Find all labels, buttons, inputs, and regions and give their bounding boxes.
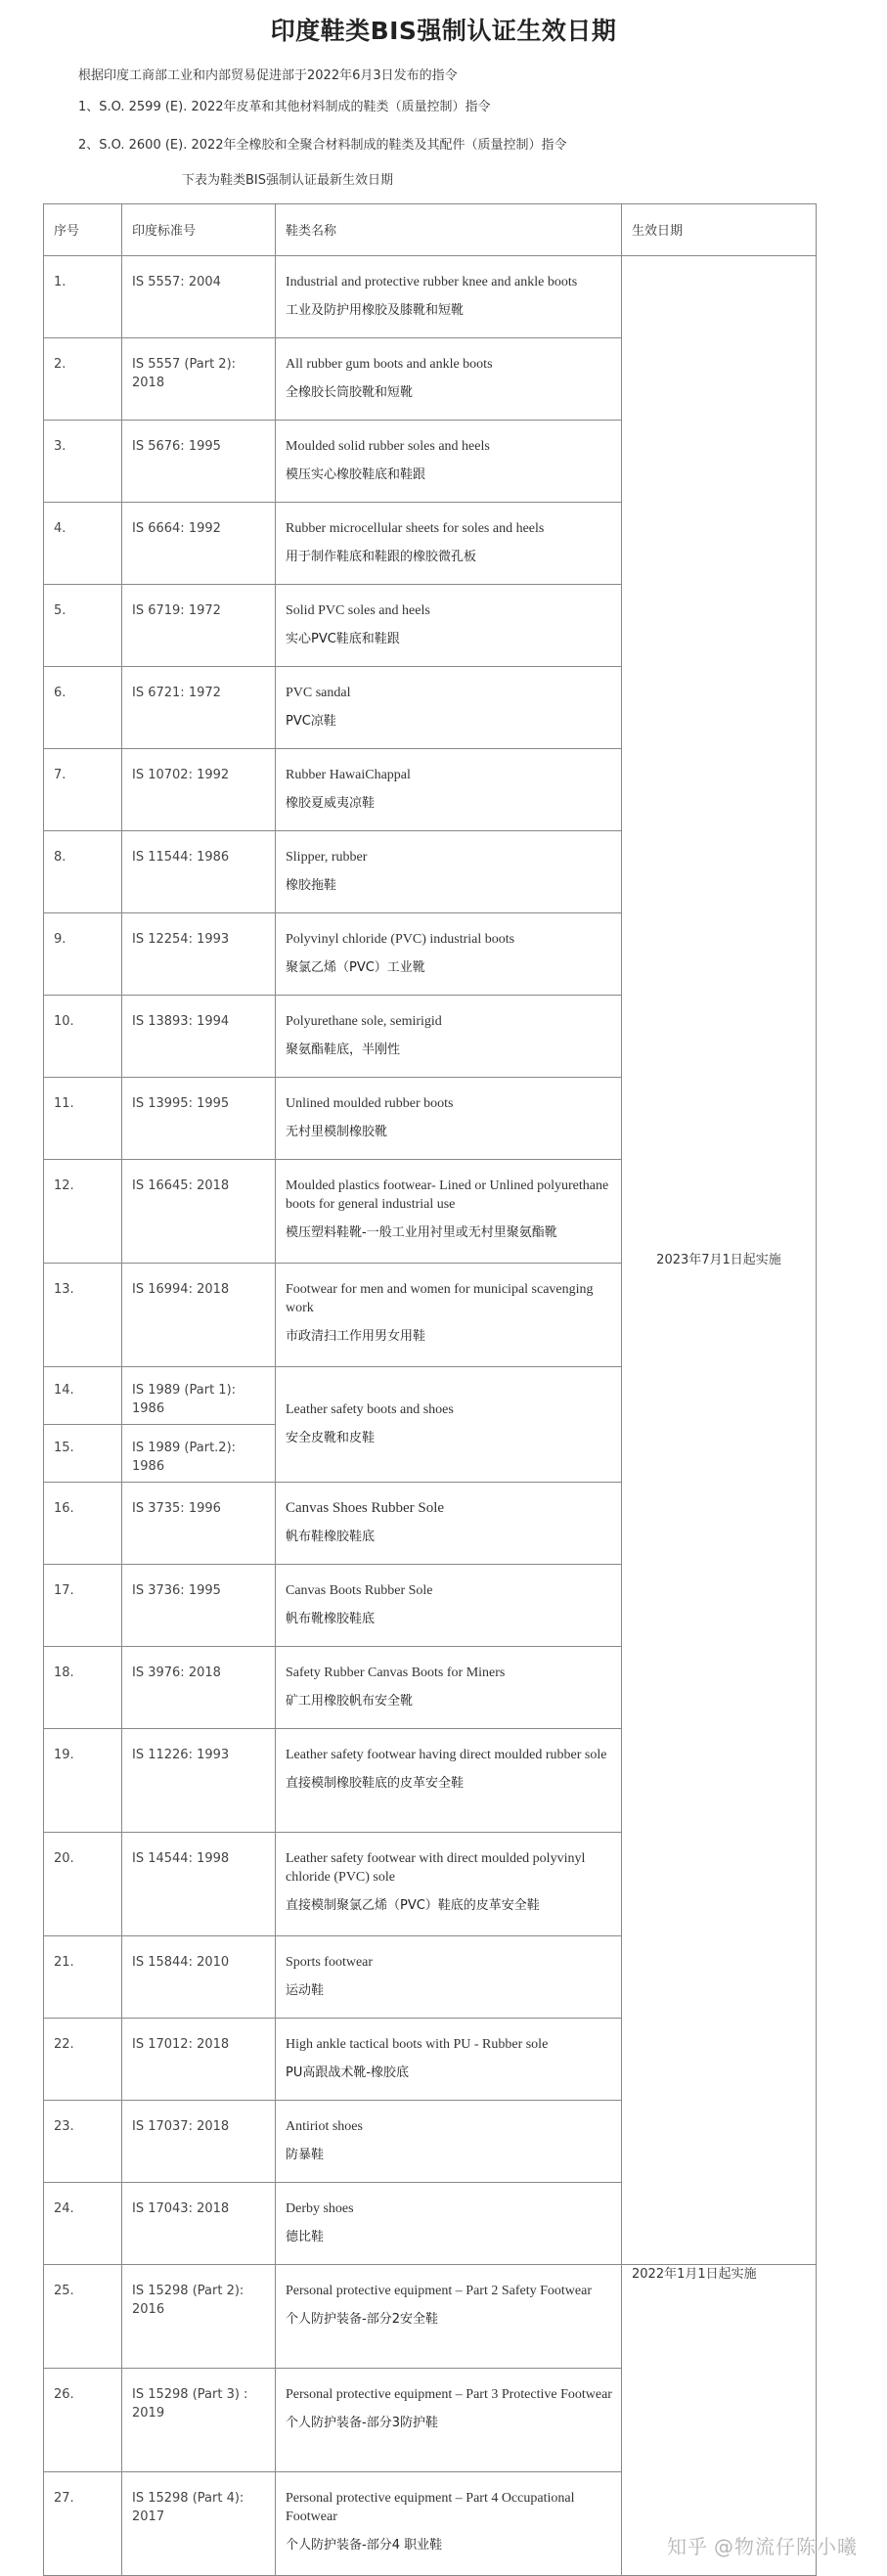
row-no: 27. [54, 2491, 74, 2506]
row-name-en: Solid PVC soles and heels [286, 603, 430, 618]
row-no: 10. [54, 1014, 74, 1029]
row-name-en: Slipper, rubber [286, 850, 368, 865]
row-standard: IS 10702: 1992 [132, 768, 230, 782]
row-standard: IS 17012: 2018 [132, 2037, 230, 2052]
row-name-zh: 市政清扫工作用男女用鞋 [286, 1329, 426, 1344]
zhihu-watermark-site: 知乎 [667, 2535, 708, 2558]
row-name-en: Derby shoes [286, 2201, 354, 2216]
row-name-en: PVC sandal [286, 686, 351, 700]
row-name-zh: 聚氨酯鞋底，半刚性 [286, 1043, 401, 1057]
header-effective-date: 生效日期 [632, 224, 684, 239]
row-no: 23. [54, 2119, 74, 2134]
row-standard: IS 3976: 2018 [132, 1666, 221, 1680]
header-standard: 印度标准号 [132, 224, 197, 239]
intro-line-3: 2、S.O. 2600 (E). 2022年全橡胶和全聚合材料制成的鞋类及其配件（质量控制）指令 [78, 138, 567, 153]
row-name-en: Polyvinyl chloride (PVC) industrial boots [286, 932, 515, 947]
row-name-zh: PU高跟战术靴-橡胶底 [286, 2065, 410, 2080]
row-standard: IS 1989 (Part 1): 1986 [132, 1383, 237, 1416]
row-no: 9. [54, 932, 67, 947]
row-no: 12. [54, 1178, 74, 1193]
intro-line-2: 1、S.O. 2599 (E). 2022年皮革和其他材料制成的鞋类（质量控制）指令 [78, 100, 491, 114]
effective-date-2023: 2023年7月1日起实施 [656, 1253, 781, 1267]
row-name-en: Personal protective equipment – Part 4 Occupational Footwear [286, 2491, 575, 2524]
row-standard: IS 16994: 2018 [132, 1282, 230, 1297]
row-standard: IS 13995: 1995 [132, 1096, 230, 1111]
zhihu-watermark-author: @物流仔陈小曦 [714, 2535, 858, 2558]
row-name-zh: 帆布靴橡胶鞋底 [286, 1612, 376, 1626]
row-standard: IS 16645: 2018 [132, 1178, 230, 1193]
row-name-en: Safety Rubber Canvas Boots for Miners [286, 1666, 506, 1680]
bis-effective-date-table [43, 203, 817, 2576]
row-name-en: Canvas Boots Rubber Sole [286, 1583, 433, 1598]
row-name-en: Canvas Shoes Rubber Sole [286, 1500, 445, 1516]
watermark [667, 2531, 858, 2559]
row-name-zh: 聚氯乙烯（PVC）工业靴 [286, 960, 425, 975]
row-no: 21. [54, 1955, 74, 1970]
table-row [44, 256, 817, 338]
row-standard: IS 5557 (Part 2): 2018 [132, 357, 237, 390]
row-name-zh: 模压实心橡胶鞋底和鞋跟 [286, 467, 426, 482]
row-name-zh: 防暴鞋 [286, 2148, 325, 2162]
row-name-en: Rubber microcellular sheets for soles and heels [286, 521, 545, 536]
row-no: 25. [54, 2284, 74, 2298]
row-name-en: Moulded plastics footwear- Lined or Unlined polyurethane boots for general industrial use [286, 1178, 609, 1212]
row-name-zh: 实心PVC鞋底和鞋跟 [286, 632, 400, 646]
row-standard: IS 12254: 1993 [132, 932, 230, 947]
row-standard: IS 17043: 2018 [132, 2201, 230, 2216]
row-name-zh: 个人防护装备-部分3防护鞋 [286, 2416, 438, 2430]
row-no: 4. [54, 521, 67, 536]
row-no: 22. [54, 2037, 74, 2052]
row-name-en: Rubber HawaiChappal [286, 768, 411, 782]
row-name-zh: 个人防护装备-部分4 职业鞋 [286, 2538, 443, 2553]
row-name-zh: 工业及防护用橡胶及膝靴和短靴 [286, 303, 465, 318]
row-standard: IS 6719: 1972 [132, 603, 221, 618]
row-no: 16. [54, 1501, 74, 1516]
row-name-zh: PVC凉鞋 [286, 714, 336, 729]
row-name-en: Unlined moulded rubber boots [286, 1096, 454, 1111]
row-standard: IS 5557: 2004 [132, 275, 221, 289]
row-name-zh: 帆布鞋橡胶鞋底 [286, 1530, 376, 1544]
row-name-en: Polyurethane sole, semirigid [286, 1014, 442, 1029]
row-no: 26. [54, 2387, 74, 2402]
row-name-zh: 模压塑料鞋靴-一般工业用衬里或无村里聚氨酯靴 [286, 1225, 557, 1240]
row-name-en: Antiriot shoes [286, 2119, 363, 2134]
row-standard: IS 5676: 1995 [132, 439, 221, 454]
row-name-en: Moulded solid rubber soles and heels [286, 439, 490, 454]
row-name-en: Sports footwear [286, 1955, 374, 1970]
row-standard: IS 3735: 1996 [132, 1501, 221, 1516]
row-no: 14. [54, 1383, 74, 1398]
row-name-zh: 橡胶拖鞋 [286, 878, 337, 893]
table-header-row [44, 204, 817, 256]
row-no: 13. [54, 1282, 74, 1297]
row-name-en: Leather safety boots and shoes [286, 1401, 454, 1417]
row-name-zh: 橡胶夏威夷凉鞋 [286, 796, 376, 811]
row-name-en: Footwear for men and women for municipal scavenging work [286, 1282, 594, 1315]
row-standard: IS 15844: 2010 [132, 1955, 230, 1970]
header-no: 序号 [54, 224, 80, 239]
row-standard: IS 14544: 1998 [132, 1851, 230, 1866]
row-name-en: Leather safety footwear with direct moulded polyvinyl chloride (PVC) sole [286, 1851, 586, 1885]
row-no: 15. [54, 1441, 74, 1455]
row-name-zh: 个人防护装备-部分2安全鞋 [286, 2312, 438, 2327]
row-standard: IS 17037: 2018 [132, 2119, 230, 2134]
row-standard: IS 6721: 1972 [132, 686, 221, 700]
row-name-zh: 德比鞋 [286, 2230, 325, 2244]
row-name-en: Personal protective equipment – Part 3 Protective Footwear [286, 2387, 612, 2402]
row-standard: IS 15298 (Part 3) : 2019 [132, 2387, 248, 2421]
page-title: 印度鞋类BIS强制认证生效日期 [270, 17, 617, 45]
row-name-en: Industrial and protective rubber knee and ankle boots [286, 275, 578, 289]
row-standard: IS 11544: 1986 [132, 850, 230, 865]
intro-line-1: 根据印度工商部工业和内部贸易促进部于2022年6月3日发布的指令 [78, 68, 458, 83]
row-no: 1. [54, 275, 67, 289]
row-name-zh: 用于制作鞋底和鞋跟的橡胶微孔板 [286, 550, 477, 564]
row-no: 24. [54, 2201, 74, 2216]
row-standard: IS 6664: 1992 [132, 521, 221, 536]
row-name-zh: 直接模制聚氯乙烯（PVC）鞋底的皮革安全鞋 [286, 1898, 540, 1913]
row-name-zh: 全橡胶长筒胶靴和短靴 [286, 385, 414, 400]
row-standard: IS 15298 (Part 4): 2017 [132, 2491, 244, 2524]
row-no: 7. [54, 768, 67, 782]
row-name-zh: 安全皮靴和皮鞋 [286, 1430, 376, 1445]
row-standard: IS 11226: 1993 [132, 1748, 230, 1762]
row-standard: IS 3736: 1995 [132, 1583, 221, 1598]
row-name-zh: 直接模制橡胶鞋底的皮革安全鞋 [286, 1776, 465, 1791]
effective-date-2022: 2022年1月1日起实施 [632, 2267, 757, 2282]
intro-line-4: 下表为鞋类BIS强制认证最新生效日期 [182, 173, 394, 188]
row-no: 11. [54, 1096, 74, 1111]
row-name-en: Leather safety footwear having direct moulded rubber sole [286, 1748, 607, 1762]
header-footwear-name: 鞋类名称 [286, 224, 337, 239]
row-name-zh: 运动鞋 [286, 1983, 325, 1998]
table-row [44, 2265, 817, 2369]
row-name-en: Personal protective equipment – Part 2 Safety Footwear [286, 2284, 592, 2298]
row-no: 20. [54, 1851, 74, 1866]
row-standard: IS 1989 (Part.2): 1986 [132, 1441, 237, 1474]
row-no: 18. [54, 1666, 74, 1680]
row-no: 5. [54, 603, 67, 618]
row-name-zh: 无村里模制橡胶靴 [286, 1125, 388, 1139]
row-no: 3. [54, 439, 67, 454]
row-no: 19. [54, 1748, 74, 1762]
row-no: 2. [54, 357, 67, 372]
row-standard: IS 15298 (Part 2): 2016 [132, 2284, 244, 2317]
row-no: 8. [54, 850, 67, 865]
row-no: 17. [54, 1583, 74, 1598]
row-name-en: All rubber gum boots and ankle boots [286, 357, 493, 372]
row-name-en: High ankle tactical boots with PU - Rubber sole [286, 2037, 549, 2052]
row-no: 6. [54, 686, 67, 700]
row-name-zh: 矿工用橡胶帆布安全靴 [286, 1694, 414, 1709]
row-standard: IS 13893: 1994 [132, 1014, 230, 1029]
